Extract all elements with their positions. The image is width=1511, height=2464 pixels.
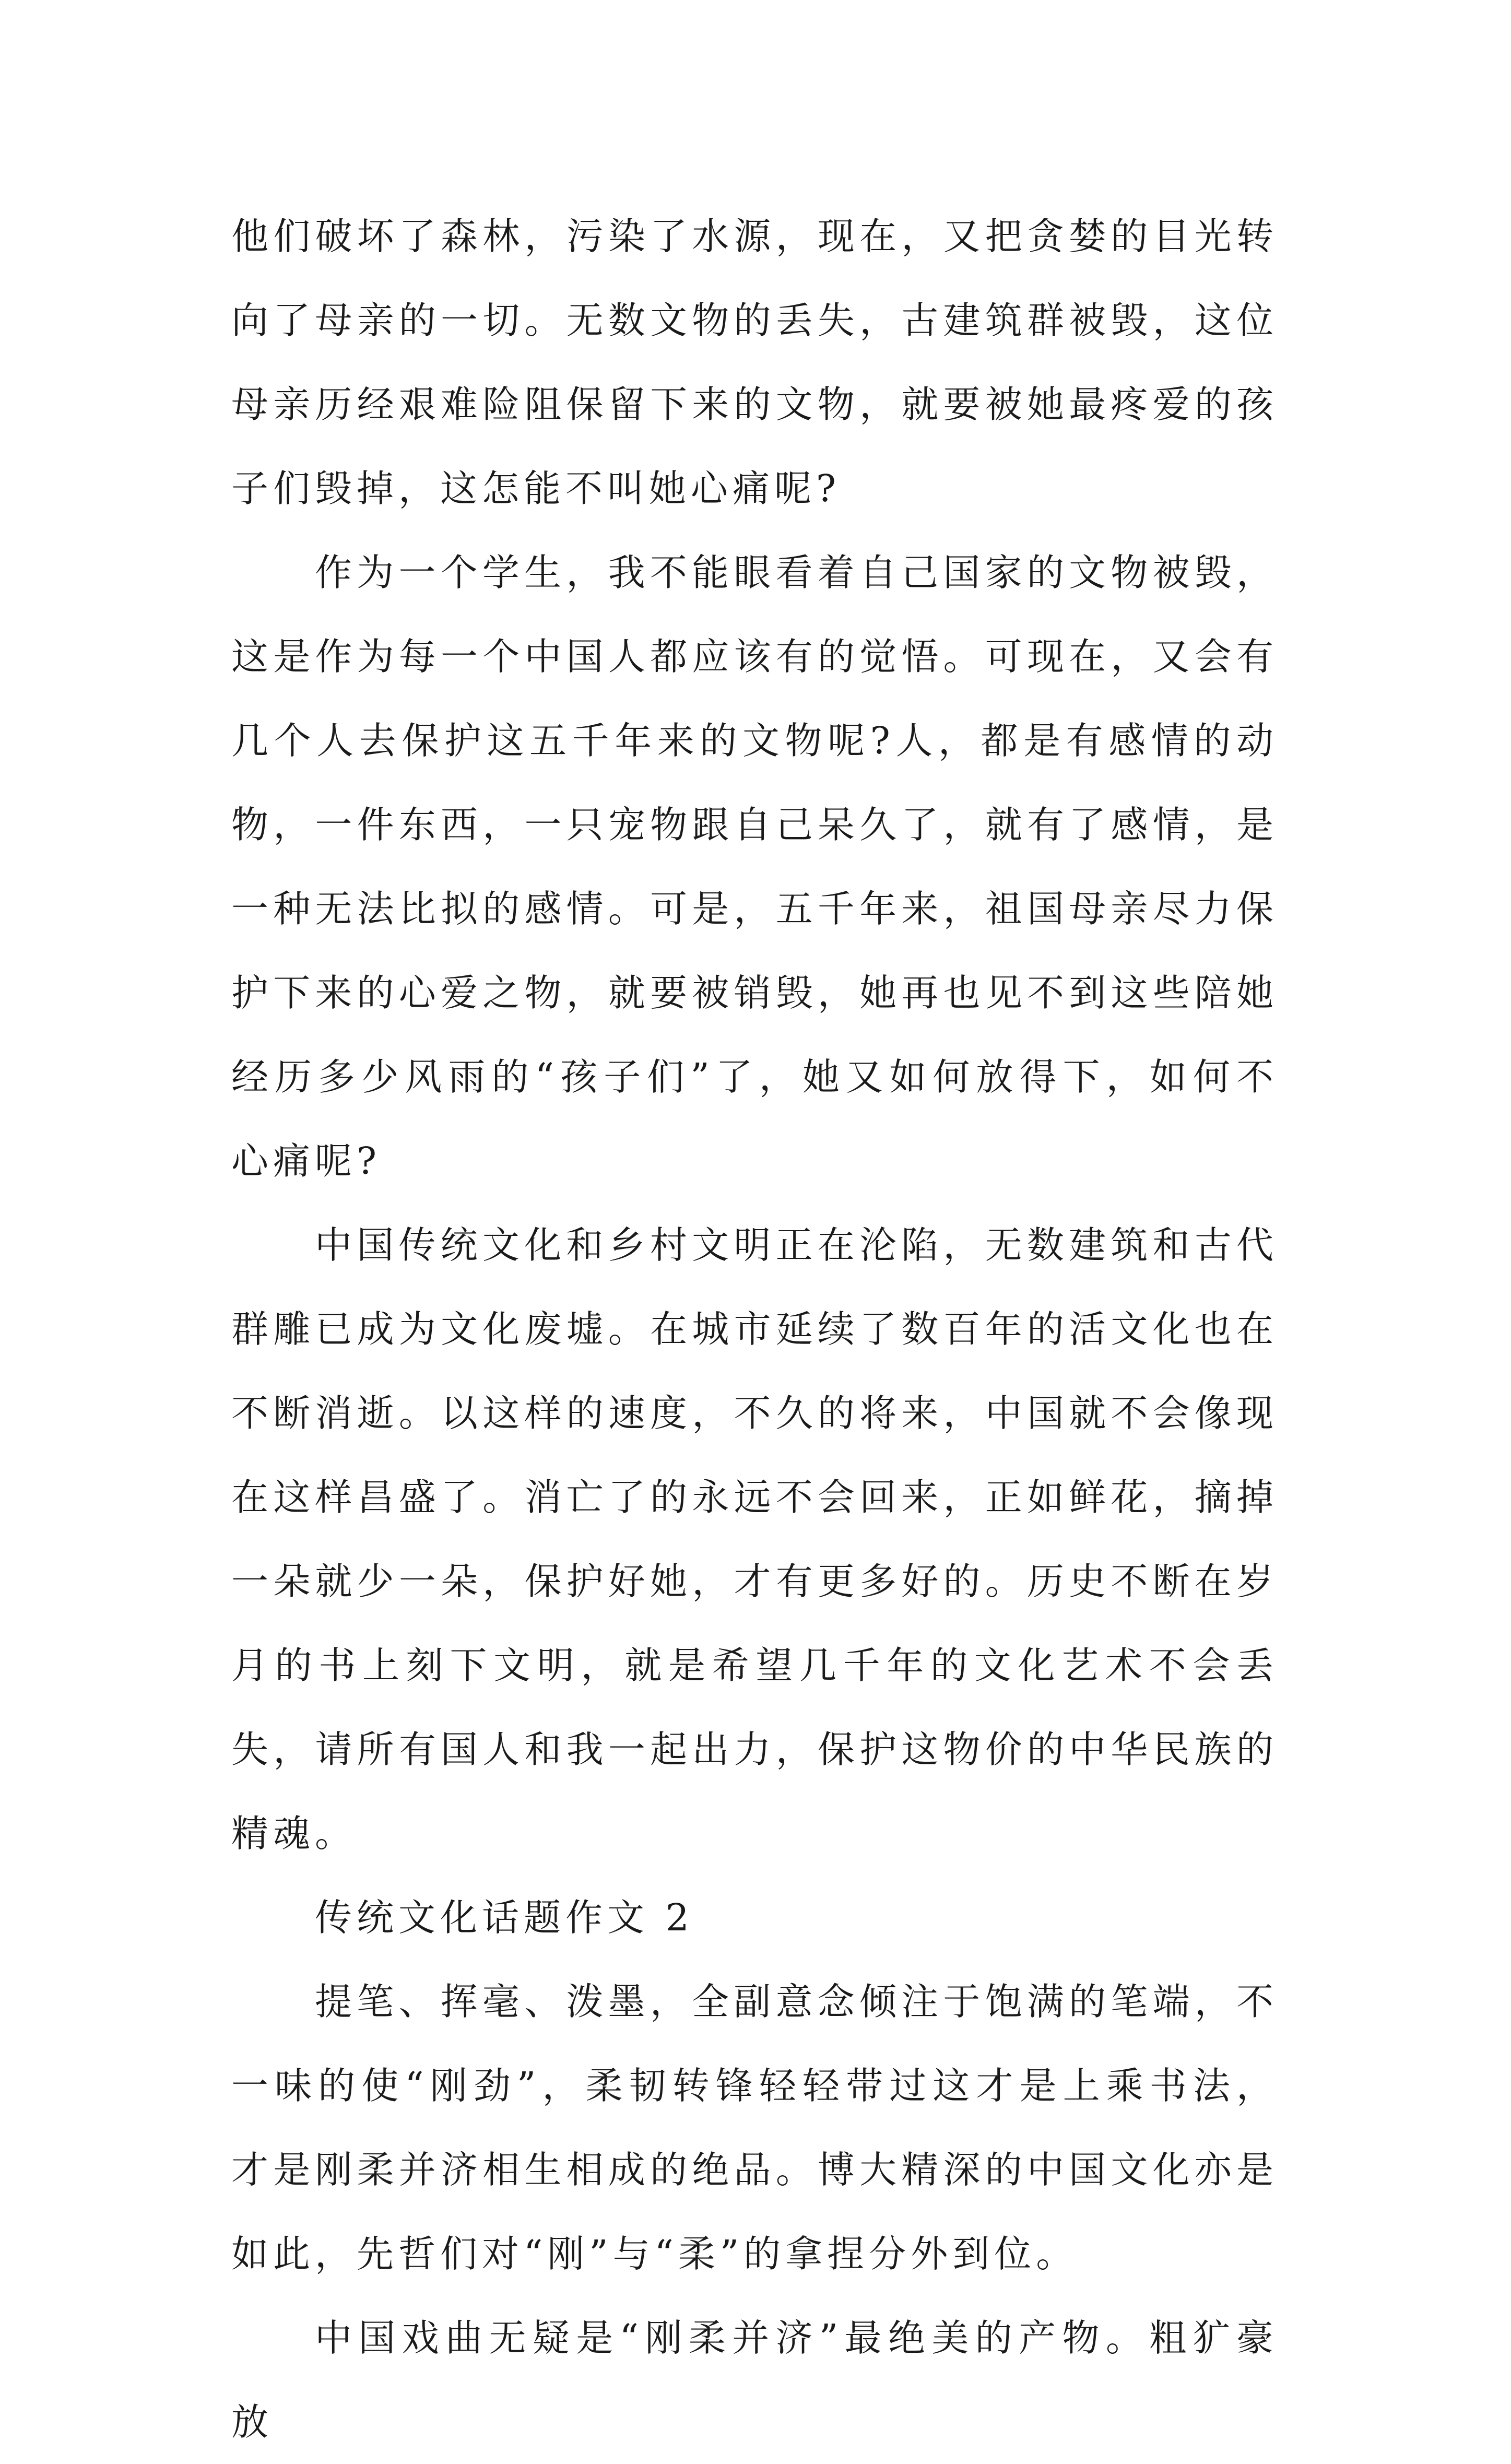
paragraph-3: 中国传统文化和乡村文明正在沦陷，无数建筑和古代群雕已成为文化废墟。在城市延续了数百年的活文化也在不断消逝。以这样的速度，不久的将来，中国就不会像现在这样昌盛了。消亡了的永远不会回来，正如鲜花，摘掉一朵就少一朵，保护好她，才有更多好的。历史不断在岁月的书上刻下文明，就是希望几千年的文化艺术不会丢失，请所有国人和我一起出力，保护这物价的中华民族的精魂。 (231, 1223, 1278, 1855)
paragraph-2: 作为一个学生，我不能眼看着自己国家的文物被毁，这是作为每一个中国人都应该有的觉悟。可现在，又会有几个人去保护这五千年来的文物呢?人，都是有感情的动物，一件东西，一只宠物跟自己呆久了，就有了感情，是一种无法比拟的感情。可是，五千年来，祖国母亲尽力保护下来的心爱之物，就要被销毁，她再也见不到这些陪她经历多少风雨的“孩子们”了，她又如何放得下，如何不心痛呢? (231, 551, 1278, 1183)
paragraph-1: 他们破坏了森林，污染了水源，现在，又把贪婪的目光转向了母亲的一切。无数文物的丢失，古建筑群被毁，这位母亲历经艰难险阻保留下来的文物，就要被她最疼爱的孩子们毁掉，这怎能不叫她心痛呢? (231, 215, 1278, 510)
document-body (231, 194, 1278, 2464)
section-heading: 传统文化话题作文 2 (315, 1896, 694, 1939)
paragraph-5: 中国戏曲无疑是“刚柔并济”最绝美的产物。粗犷豪放 (231, 2316, 1278, 2444)
paragraph-4: 提笔、挥毫、泼墨，全副意念倾注于饱满的笔端，不一味的使“刚劲”，柔韧转锋轻轻带过这才是上乘书法，才是刚柔并济相生相成的绝品。博大精深的中国文化亦是如此，先哲们对“刚”与“柔”的拿捏分外到位。 (231, 1980, 1278, 2276)
